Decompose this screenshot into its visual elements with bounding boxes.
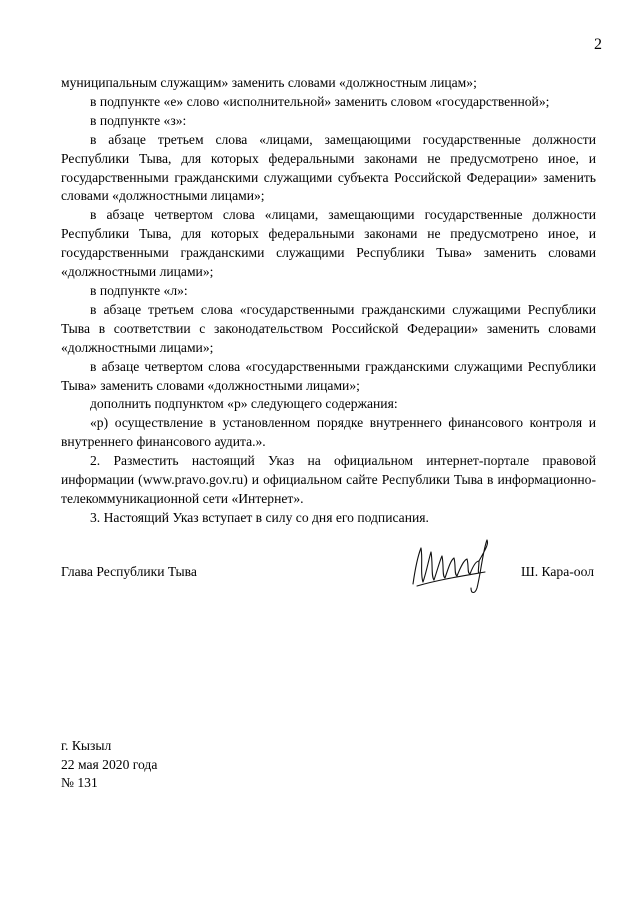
paragraph: в подпункте «л»: [90, 282, 188, 298]
decree-number: № 131 [61, 775, 98, 790]
paragraph: муниципальным служащим» заменить словами «должностным лицам»; [61, 75, 477, 90]
paragraph: в абзаце четвертом слова «государственными гражданскими служащими Республики Тыва» заменить словами «должностными лицами»; [61, 358, 596, 393]
paragraph: «р) осуществление в установленном порядке внутреннего финансового контроля и внутреннего финансового аудита.». [61, 415, 596, 450]
paragraph: дополнить подпунктом «р» следующего содержания: [90, 396, 398, 412]
signatory-name: Ш. Кара-оол [521, 564, 594, 579]
place-city: г. Кызыл [61, 738, 112, 753]
paragraph: в абзаце третьем слова «лицами, замещающими государственные должности Республики Тыва, для которых федеральными законами не предусмотрено иное, и государственными гражданскими служащими субъекта Российской Федерации» заменить словами «должностными лицами»; [61, 131, 596, 204]
decree-date: 22 мая 2020 года [61, 756, 158, 772]
signature-block [61, 536, 594, 596]
paragraph: в подпункте «з»: [90, 112, 187, 128]
handwritten-signature [407, 536, 495, 596]
paragraph: в абзаце третьем слова «государственными гражданскими служащими Республики Тыва в соответствии с законодательством Российской Федерации» заменить словами «должностными лицами»; [61, 301, 596, 355]
place-date-number [61, 737, 157, 793]
decree-body [61, 74, 596, 528]
paragraph: в абзаце четвертом слова «лицами, замещающими государственные должности Республики Тыва, для которых федеральными законами не предусмотрено иное, и государственными гражданскими служащими Республики Тыва» заменить словами «должностными лицами»; [61, 207, 596, 280]
page-number: 2 [594, 36, 602, 53]
paragraph: 3. Настоящий Указ вступает в силу со дня его подписания. [90, 509, 429, 525]
paragraph: в подпункте «е» слово «исполнительной» заменить словом «государственной»; [90, 93, 550, 109]
paragraph: 2. Разместить настоящий Указ на официальном интернет-портале правовой информации (www.pravo.gov.ru) и официальном сайте Республики Тыва в информационно-телекоммуникационной сети «Интернет». [61, 453, 596, 506]
signatory-title: Глава Республики Тыва [61, 564, 197, 579]
